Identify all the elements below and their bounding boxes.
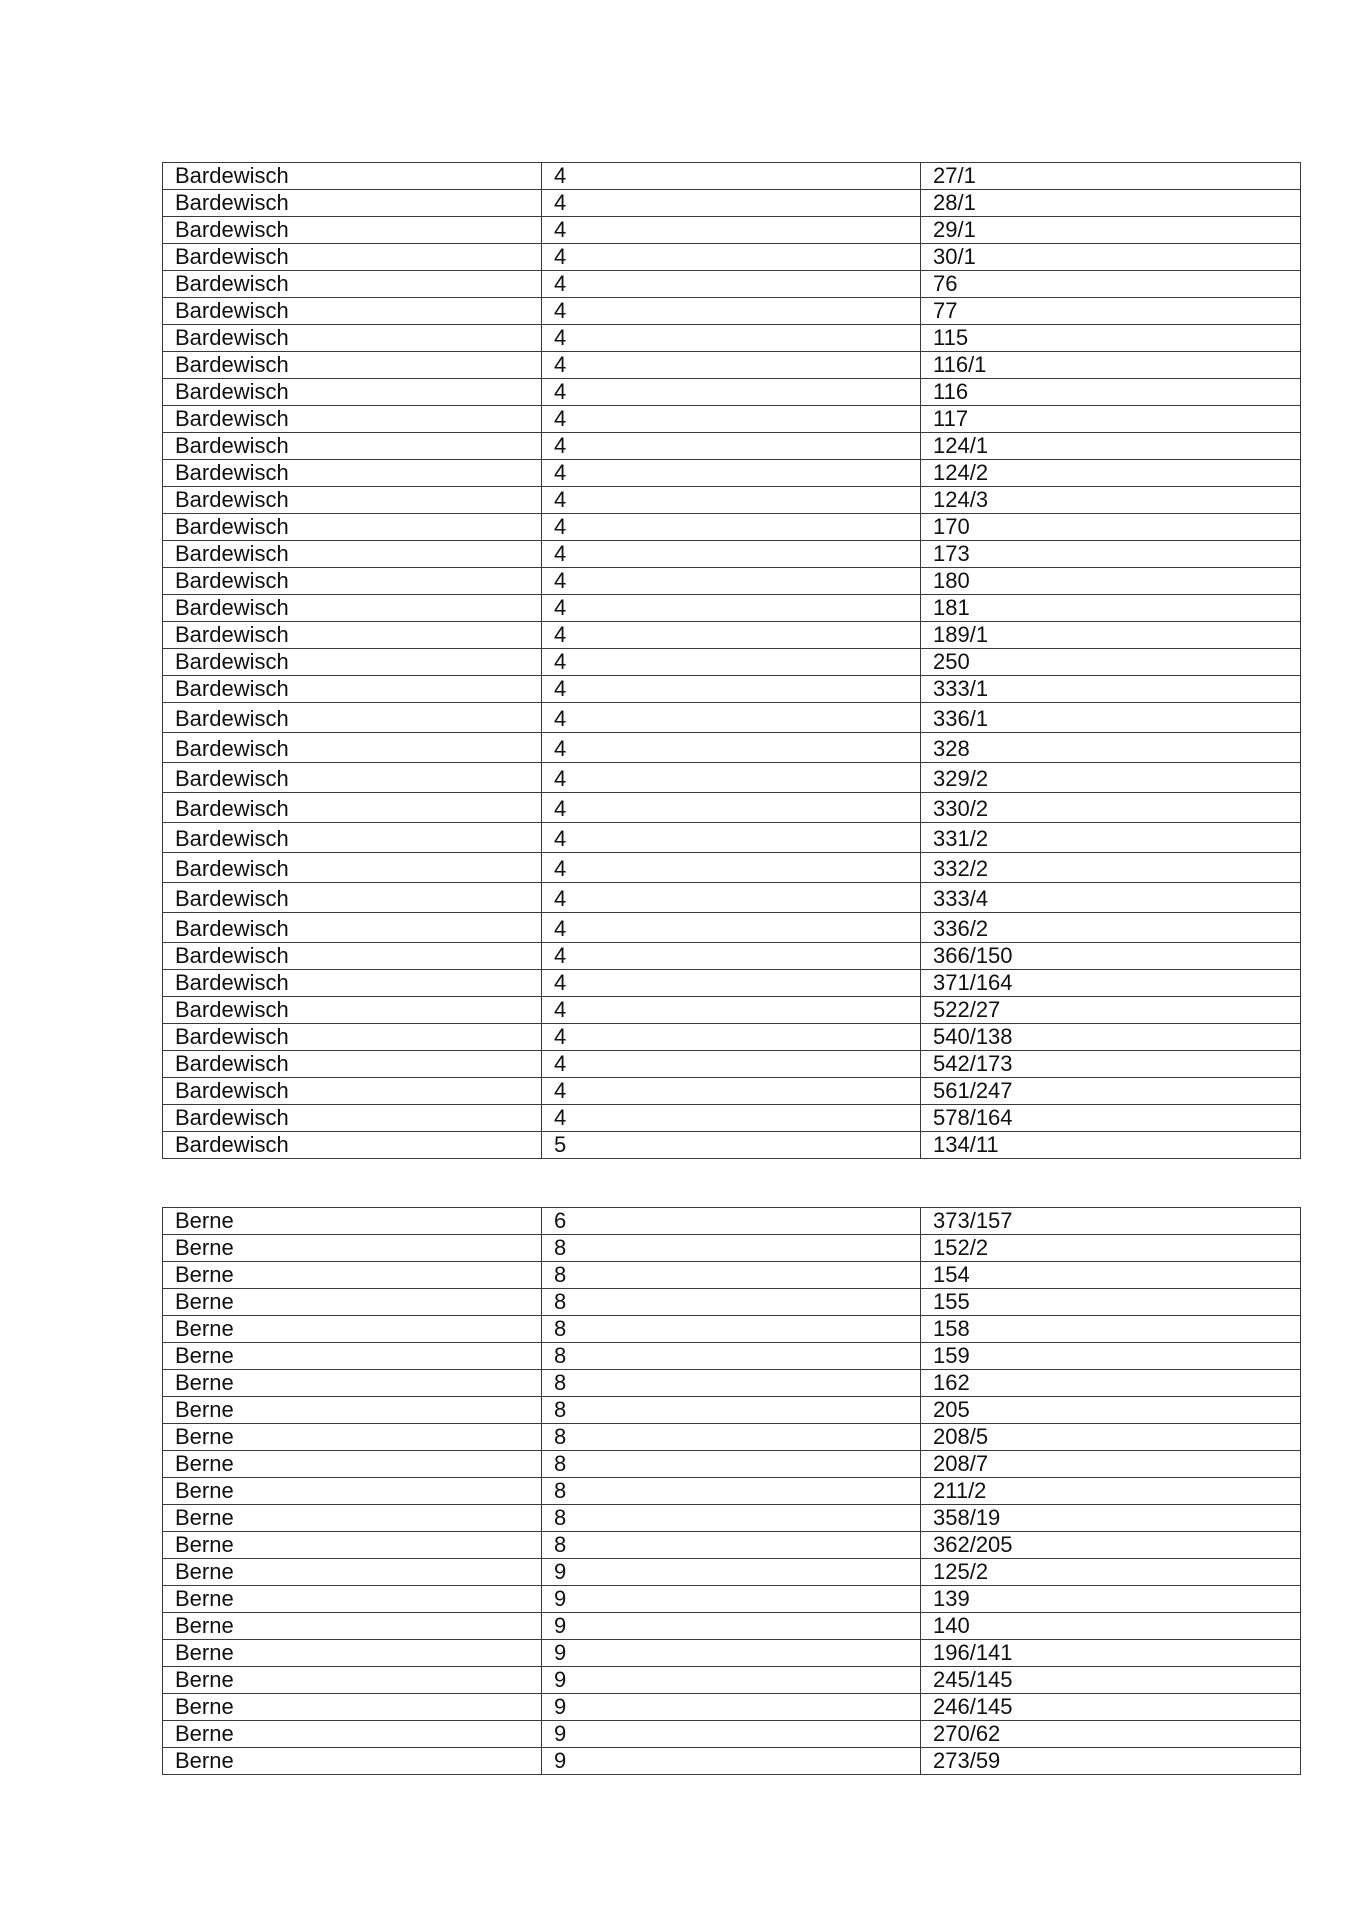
table [162,1207,1301,1775]
number-cell: 4 [542,244,921,271]
table-body [163,1208,1301,1775]
number-cell: 4 [542,793,921,823]
location-cell: Bardewisch [163,1078,542,1105]
number-cell: 4 [542,649,921,676]
location-cell: Berne [163,1640,542,1667]
parcel-cell: 358/19 [921,1505,1301,1532]
table-row [163,1721,1301,1748]
number-cell: 9 [542,1559,921,1586]
number-cell: 9 [542,1586,921,1613]
location-cell: Bardewisch [163,325,542,352]
parcel-cell: 578/164 [921,1105,1301,1132]
parcel-cell: 330/2 [921,793,1301,823]
parcel-cell: 159 [921,1343,1301,1370]
location-cell: Berne [163,1505,542,1532]
number-cell: 8 [542,1343,921,1370]
table [162,162,1301,1159]
location-cell: Bardewisch [163,997,542,1024]
table-row [163,943,1301,970]
parcel-cell: 77 [921,298,1301,325]
table-row [163,406,1301,433]
number-cell: 4 [542,997,921,1024]
location-cell: Bardewisch [163,823,542,853]
location-cell: Bardewisch [163,649,542,676]
parcel-cell: 250 [921,649,1301,676]
parcel-cell: 140 [921,1613,1301,1640]
location-cell: Bardewisch [163,487,542,514]
location-cell: Bardewisch [163,676,542,703]
parcel-cell: 208/5 [921,1424,1301,1451]
parcel-cell: 124/2 [921,460,1301,487]
parcel-table-bardewisch [162,162,1261,1159]
number-cell: 8 [542,1397,921,1424]
parcel-cell: 29/1 [921,217,1301,244]
parcel-cell: 332/2 [921,853,1301,883]
parcel-cell: 154 [921,1262,1301,1289]
number-cell: 4 [542,325,921,352]
location-cell: Bardewisch [163,943,542,970]
location-cell: Bardewisch [163,733,542,763]
table-row [163,541,1301,568]
table-row [163,1424,1301,1451]
table-row [163,1694,1301,1721]
location-cell: Berne [163,1559,542,1586]
table-row [163,298,1301,325]
table-row [163,1316,1301,1343]
table-row [163,913,1301,943]
location-cell: Bardewisch [163,217,542,244]
location-cell: Berne [163,1424,542,1451]
parcel-cell: 542/173 [921,1051,1301,1078]
location-cell: Berne [163,1532,542,1559]
location-cell: Bardewisch [163,460,542,487]
number-cell: 4 [542,487,921,514]
table-row [163,1667,1301,1694]
parcel-cell: 211/2 [921,1478,1301,1505]
location-cell: Berne [163,1289,542,1316]
parcel-cell: 124/3 [921,487,1301,514]
table-row [163,487,1301,514]
parcel-cell: 373/157 [921,1208,1301,1235]
table-row [163,1451,1301,1478]
number-cell: 4 [542,1078,921,1105]
table-row [163,1559,1301,1586]
location-cell: Bardewisch [163,883,542,913]
number-cell: 4 [542,433,921,460]
number-cell: 4 [542,217,921,244]
table-body [163,163,1301,1159]
parcel-cell: 362/205 [921,1532,1301,1559]
number-cell: 4 [542,595,921,622]
number-cell: 4 [542,541,921,568]
location-cell: Berne [163,1586,542,1613]
table-row [163,733,1301,763]
parcel-cell: 189/1 [921,622,1301,649]
parcel-cell: 76 [921,271,1301,298]
location-cell: Berne [163,1694,542,1721]
table-row [163,1370,1301,1397]
number-cell: 4 [542,1051,921,1078]
number-cell: 8 [542,1505,921,1532]
table-row [163,997,1301,1024]
table-row [163,1051,1301,1078]
number-cell: 9 [542,1667,921,1694]
location-cell: Berne [163,1613,542,1640]
table-row [163,514,1301,541]
location-cell: Bardewisch [163,163,542,190]
number-cell: 9 [542,1640,921,1667]
parcel-cell: 540/138 [921,1024,1301,1051]
number-cell: 4 [542,733,921,763]
table-row [163,1132,1301,1159]
parcel-cell: 329/2 [921,763,1301,793]
number-cell: 9 [542,1694,921,1721]
number-cell: 8 [542,1262,921,1289]
location-cell: Berne [163,1208,542,1235]
table-row [163,1748,1301,1775]
parcel-cell: 245/145 [921,1667,1301,1694]
table-row [163,1343,1301,1370]
table-row [163,763,1301,793]
number-cell: 9 [542,1748,921,1775]
table-row [163,622,1301,649]
parcel-cell: 170 [921,514,1301,541]
parcel-cell: 139 [921,1586,1301,1613]
location-cell: Bardewisch [163,622,542,649]
number-cell: 6 [542,1208,921,1235]
table-row [163,217,1301,244]
number-cell: 8 [542,1289,921,1316]
parcel-cell: 366/150 [921,943,1301,970]
parcel-cell: 152/2 [921,1235,1301,1262]
location-cell: Berne [163,1316,542,1343]
table-row [163,1640,1301,1667]
location-cell: Bardewisch [163,763,542,793]
number-cell: 4 [542,298,921,325]
location-cell: Berne [163,1721,542,1748]
number-cell: 8 [542,1316,921,1343]
parcel-cell: 117 [921,406,1301,433]
number-cell: 4 [542,379,921,406]
number-cell: 4 [542,271,921,298]
parcel-cell: 205 [921,1397,1301,1424]
table-row [163,853,1301,883]
parcel-cell: 522/27 [921,997,1301,1024]
table-row [163,568,1301,595]
location-cell: Bardewisch [163,406,542,433]
number-cell: 8 [542,1478,921,1505]
number-cell: 9 [542,1613,921,1640]
table-row [163,1208,1301,1235]
table-row [163,676,1301,703]
location-cell: Bardewisch [163,1024,542,1051]
parcel-cell: 115 [921,325,1301,352]
table-row [163,649,1301,676]
table-row [163,1505,1301,1532]
parcel-cell: 273/59 [921,1748,1301,1775]
table-row [163,1235,1301,1262]
location-cell: Bardewisch [163,793,542,823]
parcel-cell: 336/1 [921,703,1301,733]
table-row [163,271,1301,298]
number-cell: 4 [542,1024,921,1051]
location-cell: Bardewisch [163,913,542,943]
parcel-cell: 561/247 [921,1078,1301,1105]
number-cell: 4 [542,622,921,649]
location-cell: Bardewisch [163,1105,542,1132]
table-row [163,1262,1301,1289]
number-cell: 8 [542,1370,921,1397]
location-cell: Bardewisch [163,190,542,217]
parcel-cell: 155 [921,1289,1301,1316]
parcel-cell: 371/164 [921,970,1301,997]
parcel-cell: 162 [921,1370,1301,1397]
number-cell: 4 [542,883,921,913]
location-cell: Bardewisch [163,514,542,541]
table-row [163,1078,1301,1105]
location-cell: Bardewisch [163,541,542,568]
parcel-cell: 116 [921,379,1301,406]
parcel-cell: 180 [921,568,1301,595]
location-cell: Bardewisch [163,379,542,406]
number-cell: 4 [542,406,921,433]
table-row [163,352,1301,379]
table-row [163,190,1301,217]
table-row [163,1105,1301,1132]
number-cell: 4 [542,823,921,853]
location-cell: Bardewisch [163,853,542,883]
table-row [163,1613,1301,1640]
table-row [163,163,1301,190]
location-cell: Bardewisch [163,271,542,298]
table-row [163,1586,1301,1613]
number-cell: 4 [542,763,921,793]
parcel-cell: 116/1 [921,352,1301,379]
location-cell: Berne [163,1397,542,1424]
parcel-cell: 270/62 [921,1721,1301,1748]
parcel-cell: 196/141 [921,1640,1301,1667]
number-cell: 4 [542,853,921,883]
number-cell: 4 [542,163,921,190]
number-cell: 4 [542,1105,921,1132]
number-cell: 4 [542,703,921,733]
table-row [163,244,1301,271]
parcel-cell: 28/1 [921,190,1301,217]
location-cell: Berne [163,1667,542,1694]
table-row [163,460,1301,487]
table-row [163,433,1301,460]
table-row [163,883,1301,913]
location-cell: Berne [163,1262,542,1289]
location-cell: Bardewisch [163,433,542,460]
number-cell: 8 [542,1235,921,1262]
parcel-cell: 124/1 [921,433,1301,460]
parcel-cell: 331/2 [921,823,1301,853]
table-row [163,703,1301,733]
location-cell: Bardewisch [163,244,542,271]
number-cell: 4 [542,568,921,595]
parcel-cell: 158 [921,1316,1301,1343]
location-cell: Berne [163,1478,542,1505]
number-cell: 4 [542,943,921,970]
location-cell: Bardewisch [163,703,542,733]
parcel-cell: 125/2 [921,1559,1301,1586]
number-cell: 4 [542,352,921,379]
number-cell: 8 [542,1451,921,1478]
location-cell: Berne [163,1343,542,1370]
parcel-cell: 333/1 [921,676,1301,703]
parcel-cell: 173 [921,541,1301,568]
parcel-cell: 208/7 [921,1451,1301,1478]
table-row [163,1024,1301,1051]
table-row [163,823,1301,853]
table-row [163,970,1301,997]
parcel-cell: 328 [921,733,1301,763]
parcel-cell: 246/145 [921,1694,1301,1721]
number-cell: 4 [542,970,921,997]
location-cell: Berne [163,1748,542,1775]
parcel-cell: 181 [921,595,1301,622]
location-cell: Bardewisch [163,298,542,325]
table-row [163,325,1301,352]
parcel-cell: 134/11 [921,1132,1301,1159]
parcel-cell: 336/2 [921,913,1301,943]
number-cell: 8 [542,1424,921,1451]
table-row [163,793,1301,823]
location-cell: Berne [163,1370,542,1397]
table-row [163,1478,1301,1505]
parcel-table-berne [162,1207,1261,1775]
number-cell: 9 [542,1721,921,1748]
parcel-cell: 30/1 [921,244,1301,271]
table-row [163,1289,1301,1316]
parcel-cell: 333/4 [921,883,1301,913]
location-cell: Berne [163,1235,542,1262]
location-cell: Bardewisch [163,970,542,997]
table-row [163,1532,1301,1559]
location-cell: Bardewisch [163,1051,542,1078]
location-cell: Bardewisch [163,1132,542,1159]
location-cell: Bardewisch [163,595,542,622]
number-cell: 4 [542,676,921,703]
number-cell: 8 [542,1532,921,1559]
number-cell: 4 [542,913,921,943]
location-cell: Bardewisch [163,568,542,595]
number-cell: 5 [542,1132,921,1159]
location-cell: Berne [163,1451,542,1478]
table-row [163,379,1301,406]
number-cell: 4 [542,460,921,487]
number-cell: 4 [542,190,921,217]
table-row [163,595,1301,622]
number-cell: 4 [542,514,921,541]
parcel-cell: 27/1 [921,163,1301,190]
location-cell: Bardewisch [163,352,542,379]
table-row [163,1397,1301,1424]
